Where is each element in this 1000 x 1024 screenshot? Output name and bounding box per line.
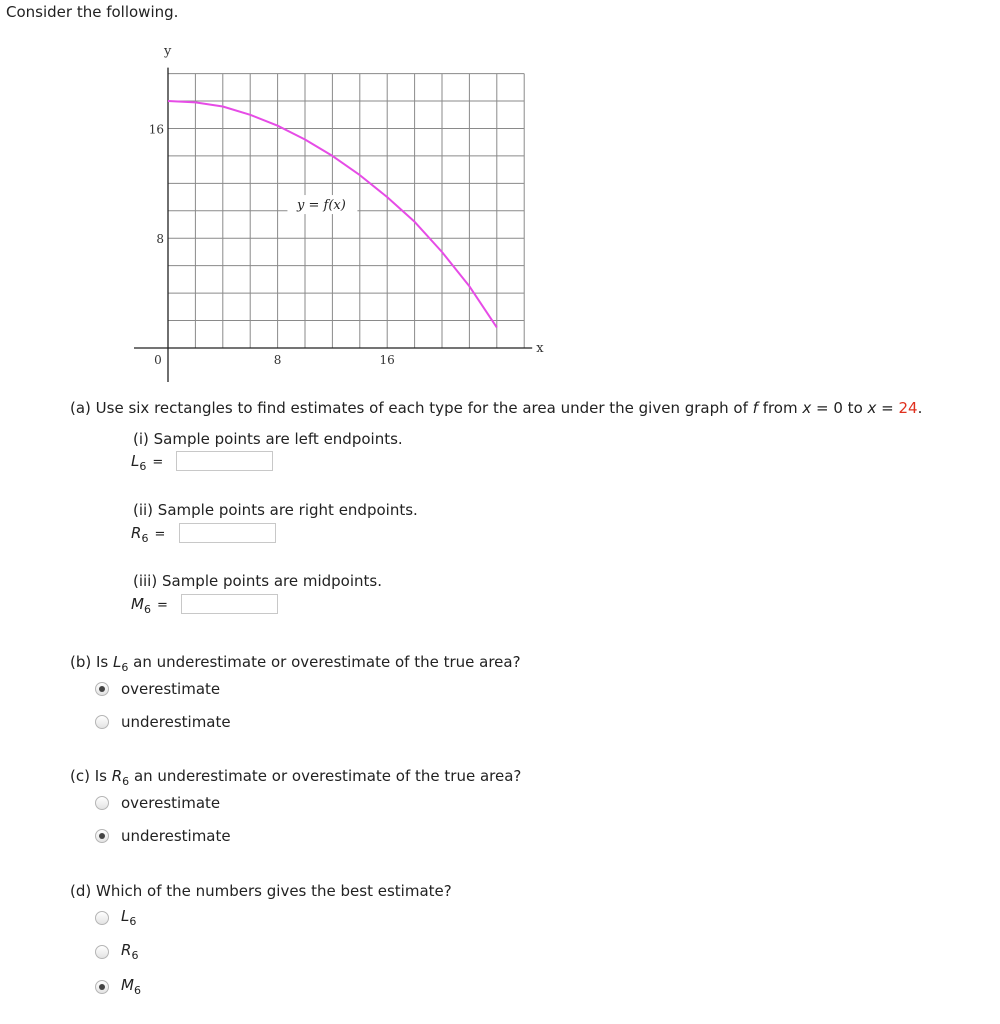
M6-label [131,595,168,616]
part-a-from: from [757,399,803,417]
radio-button[interactable] [95,715,109,729]
R6-answer-input[interactable] [179,523,276,543]
curve-label: y = f(x) [297,198,346,214]
radio-button[interactable] [95,980,109,994]
part-c-option-overestimate[interactable] [95,794,220,812]
part-a-eq1: = 0 to [811,399,868,417]
function-graph [0,0,1000,390]
radio-button[interactable] [95,911,109,925]
y-axis-label: y [164,44,172,59]
y-tick-label: 16 [148,122,164,137]
part-a-x2: x [867,399,877,417]
part-a-iii-text: (iii) Sample points are midpoints. [133,572,382,590]
radio-button[interactable] [95,796,109,810]
M6-eq: = [156,598,168,613]
option-label [121,941,138,962]
R6-eq: = [154,527,166,542]
option-label: overestimate [121,680,221,698]
part-c-question [70,767,521,788]
option-sub: 6 [133,984,141,997]
x-axis-label: x [536,341,544,356]
option-label [121,976,141,997]
M6-answer-input[interactable] [181,594,278,614]
option-label: underestimate [121,827,231,845]
x-tick-label: 0 [154,353,162,367]
part-c-suffix: an underestimate or overestimate of the true area? [129,767,522,785]
R6-sub: 6 [141,532,149,545]
radio-button[interactable] [95,945,109,959]
x-tick-label: 16 [379,353,395,367]
part-c-option-underestimate[interactable] [95,827,231,845]
radio-button[interactable] [95,829,109,843]
M6-letter: M [131,595,144,613]
part-b-sub: 6 [121,661,129,674]
part-a-question [70,399,922,417]
radio-button[interactable] [95,682,109,696]
part-c-var: R [111,767,123,785]
L6-label [131,452,163,473]
part-d-option-M6[interactable] [95,976,141,997]
part-d-question: (d) Which of the numbers gives the best estimate? [70,882,452,900]
part-a-i-text: (i) Sample points are left endpoints. [133,430,403,448]
L6-sub: 6 [139,460,147,473]
part-a-f: f [752,399,758,417]
option-label: underestimate [121,713,231,731]
option-sub: 6 [129,915,137,928]
part-b-var: L [113,653,122,671]
part-c-prefix: (c) Is [70,767,112,785]
part-a-period: . [917,399,923,417]
part-a-prefix: (a) Use six rectangles to find estimates of each type for the area under the given graph of [70,399,753,417]
part-c-sub: 6 [122,775,130,788]
option-sub: 6 [131,949,139,962]
L6-eq: = [152,455,164,470]
part-b-option-overestimate[interactable] [95,680,220,698]
part-b-option-underestimate[interactable] [95,713,231,731]
L6-letter: L [131,452,140,470]
part-b-question [70,653,521,674]
part-a-x1: x [802,399,812,417]
option-letter: L [121,907,130,925]
option-label: overestimate [121,794,221,812]
x-tick-label: 8 [273,353,282,367]
option-letter: R [121,941,132,959]
part-a-eq2: = [876,399,899,417]
M6-sub: 6 [143,603,151,616]
part-d-option-L6[interactable] [95,907,136,928]
y-tick-label: 8 [156,232,164,247]
part-a-ii-text: (ii) Sample points are right endpoints. [133,501,418,519]
part-d-option-R6[interactable] [95,941,138,962]
part-b-prefix: (b) Is [70,653,114,671]
part-b-suffix: an underestimate or overestimate of the true area? [128,653,521,671]
intro-text: Consider the following. [6,3,179,21]
R6-label [131,524,165,545]
R6-letter: R [131,524,142,542]
option-letter: M [121,976,134,994]
part-a-upper-limit: 24 [898,399,918,417]
option-label [121,907,136,928]
L6-answer-input[interactable] [176,451,273,471]
